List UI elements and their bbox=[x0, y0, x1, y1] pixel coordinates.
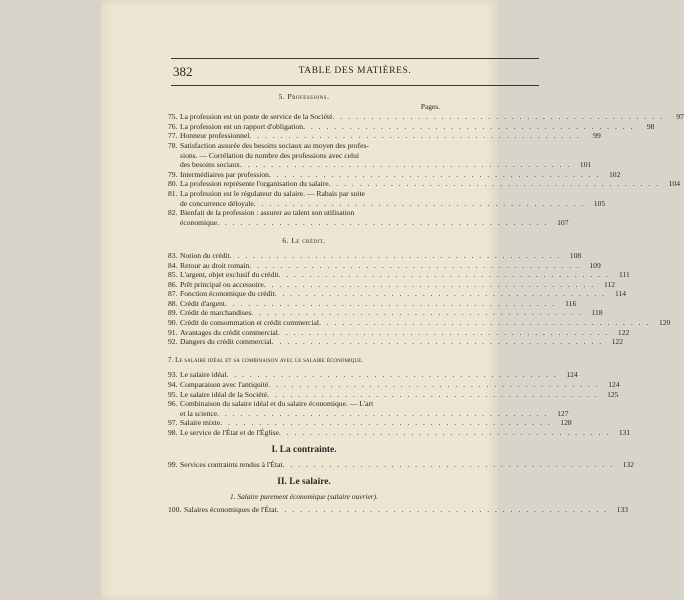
entry-title-line: Dangers du crédit commercial bbox=[180, 337, 272, 347]
entry-number: 82. bbox=[168, 208, 178, 218]
entry-title-line: La profession est un rapport d'obligation bbox=[180, 121, 304, 131]
entry-page: 101 bbox=[579, 160, 592, 170]
entry-title-line: des besoins sociaux bbox=[180, 160, 240, 170]
toc-entry bbox=[168, 169, 621, 180]
section-title: 7. Le salaire idéal et sa combinaison avec le salaire économique. bbox=[168, 356, 364, 364]
entry-page: 98 bbox=[646, 121, 655, 131]
toc-entry bbox=[168, 208, 569, 227]
entry-number: 89. bbox=[168, 308, 178, 318]
entry-number: 85. bbox=[168, 270, 178, 280]
section-entries bbox=[168, 370, 631, 437]
entry-title-line: Honneur professionnel bbox=[180, 131, 250, 141]
entry-title-line: Crédit de consommation et crédit commercial bbox=[180, 318, 319, 328]
entry-number: 76. bbox=[168, 121, 178, 131]
entry-title-line: Avantages du crédit commercial bbox=[180, 327, 278, 337]
toc-entry bbox=[168, 418, 572, 428]
entry-number: 88. bbox=[168, 298, 178, 308]
entry-number: 97. bbox=[168, 418, 178, 428]
section-entries bbox=[168, 112, 684, 227]
entry-number: 81. bbox=[168, 188, 178, 198]
entry-title-line: Combinaison du salaire idéal et du salaire économique. — L'art bbox=[180, 399, 374, 409]
entry-title-line: économique bbox=[180, 217, 218, 227]
toc-entry bbox=[168, 131, 601, 141]
entry-number: 80. bbox=[168, 179, 178, 189]
entry-title-line: de concurrence déloyale bbox=[180, 198, 254, 208]
entry-page: 97 bbox=[676, 112, 684, 122]
leader-dots: . . . . . . . . . . . . . . . . . . . . . . . . . . . . . . . . . . . . . . . . . . . bbox=[268, 169, 601, 179]
entry-title-line: Satisfaction assurée des besoins sociaux au moyen des profes- bbox=[180, 140, 369, 150]
entry-page: 124 bbox=[608, 380, 620, 390]
entry-page: 108 bbox=[569, 250, 582, 260]
entry-number: 93. bbox=[168, 370, 178, 380]
leader-dots: . . . . . . . . . . . . . . . . . . . . . . . . . . . . . . . . . . . . . . . . . . . bbox=[278, 428, 611, 437]
toc-entry bbox=[168, 279, 616, 290]
entry-title-line: Crédit d'argent bbox=[180, 298, 225, 308]
leader-dots: . . . . . . . . . . . . . . . . . . . . . . . . . . . . . . . . . . . . . . . . . . . bbox=[226, 370, 558, 380]
entry-number: 79. bbox=[168, 169, 178, 179]
toc-entry bbox=[168, 428, 631, 438]
leader-dots: . . . . . . . . . . . . . . . . . . . . . . . . . . . . . . . . . . . . . . . . . . . bbox=[239, 160, 572, 170]
leader-dots: . . . . . . . . . . . . . . . . . . . . . . . . . . . . . . . . . . . . . . . . . . . bbox=[217, 217, 549, 227]
entry-title-line: et la science bbox=[180, 408, 218, 418]
entry-title-line: Notion du crédit bbox=[180, 250, 230, 260]
entry-page: 127 bbox=[557, 408, 569, 418]
entry-number: 91. bbox=[168, 327, 178, 337]
leader-dots: . . . . . . . . . . . . . . . . . . . . . . . . . . . . . . . . . . . . . . . . . . . bbox=[303, 121, 635, 131]
toc-entry bbox=[168, 188, 606, 208]
entry-title-line: Salaires économiques de l'État bbox=[184, 504, 277, 514]
leader-dots: . . . . . . . . . . . . . . . . . . . . . . . . . . . . . . . . . . . . . . . . . . . bbox=[249, 131, 581, 141]
entry-page: 107 bbox=[557, 217, 569, 227]
entry-page: 118 bbox=[591, 308, 603, 318]
leader-dots: . . . . . . . . . . . . . . . . . . . . . . . . . . . . . . . . . . . . . . . . . . . bbox=[263, 279, 596, 289]
entry-number: 77. bbox=[168, 131, 178, 141]
entry-number: 75. bbox=[168, 112, 178, 122]
entry-number: 92. bbox=[168, 337, 178, 347]
entry-number: 83. bbox=[168, 250, 178, 260]
leader-dots: . . . . . . . . . . . . . . . . . . . . . . . . . . . . . . . . . . . . . . . . . . . bbox=[251, 308, 583, 318]
leader-dots: . . . . . . . . . . . . . . . . . . . . . . . . . . . . . . . . . . . . . . . . . . . bbox=[249, 260, 581, 270]
entry-title-line: sions. — Corrélation du nombre des professions avec celui bbox=[180, 150, 360, 160]
toc-entry bbox=[168, 250, 582, 261]
entry-page: 112 bbox=[603, 279, 616, 289]
section-entries bbox=[168, 250, 671, 347]
subsection-title: 1. Salaire purement économique (salaire ouvrier). bbox=[230, 492, 378, 502]
section-entries bbox=[168, 460, 634, 470]
entry-page: 102 bbox=[608, 169, 621, 179]
entry-number: 94. bbox=[168, 380, 178, 390]
leader-dots: . . . . . . . . . . . . . . . . . . . . . . . . . . . . . . . . . . . . . . . . . . . bbox=[278, 270, 610, 280]
entry-page: 105 bbox=[593, 198, 606, 208]
toc-entry bbox=[168, 399, 569, 418]
entry-page: 132 bbox=[622, 460, 634, 470]
entry-page: 104 bbox=[668, 179, 680, 189]
entry-page: 122 bbox=[617, 327, 630, 337]
entry-page: 120 bbox=[658, 318, 671, 328]
toc-entry bbox=[168, 318, 671, 328]
leader-dots: . . . . . . . . . . . . . . . . . . . . . . . . . . . . . . . . . . . . . . . . . . . bbox=[318, 318, 651, 328]
entry-title-line: Intermédiaires par profession bbox=[180, 169, 269, 179]
entry-page: 114 bbox=[614, 289, 627, 299]
toc-entry bbox=[168, 140, 592, 170]
entry-page: 122 bbox=[611, 337, 624, 347]
leader-dots: . . . . . . . . . . . . . . . . . . . . . . . . . . . . . . . . . . . . . . . . . . . bbox=[268, 380, 600, 390]
entry-page: 111 bbox=[618, 270, 630, 280]
entry-page: 131 bbox=[618, 428, 631, 437]
running-title: TABLE DES MATIÈRES. bbox=[298, 66, 412, 76]
entry-title-line: Comparaison avec l'antiquité bbox=[180, 380, 269, 390]
entry-title-line: Services contraints rendus à l'État bbox=[180, 460, 283, 470]
pages-column-label: Pages. bbox=[420, 101, 440, 111]
entry-title-line: Le salaire idéal de la Société bbox=[180, 389, 268, 399]
toc-entry bbox=[168, 121, 655, 132]
toc-entry bbox=[168, 308, 603, 318]
leader-dots: . . . . . . . . . . . . . . . . . . . . . . . . . . . . . . . . . . . . . . . . . . . bbox=[229, 250, 562, 260]
leader-dots: . . . . . . . . . . . . . . . . . . . . . . . . . . . . . . . . . . . . . . . . . . . bbox=[224, 298, 557, 308]
page-number: 382 bbox=[173, 64, 193, 79]
entry-number: 100. bbox=[168, 504, 182, 514]
section-title: 5. Professions. bbox=[278, 92, 330, 101]
part-title: II. Le salaire. bbox=[277, 476, 331, 487]
leader-dots: . . . . . . . . . . . . . . . . . . . . . . . . . . . . . . . . . . . . . . . . . . . bbox=[253, 198, 586, 208]
toc-entry bbox=[168, 337, 624, 347]
entry-title-line: Fonction économique du crédit bbox=[180, 289, 275, 299]
leader-dots: . . . . . . . . . . . . . . . . . . . . . . . . . . . . . . . . . . . . . . . . . . . bbox=[217, 408, 549, 418]
entry-title-line: Prêt principal ou accessoire bbox=[180, 279, 264, 289]
toc-entry bbox=[168, 260, 601, 271]
part-title: I. La contrainte. bbox=[271, 444, 337, 455]
toc-entry bbox=[168, 327, 630, 338]
entry-page: 116 bbox=[565, 298, 577, 308]
entry-title-line: La profession représente l'organisation du salaire bbox=[180, 179, 329, 189]
entry-number: 99. bbox=[168, 460, 178, 470]
entry-number: 78. bbox=[168, 140, 178, 150]
leader-dots: . . . . . . . . . . . . . . . . . . . . . . . . . . . . . . . . . . . . . . . . . . . bbox=[271, 337, 604, 347]
toc-entry bbox=[168, 289, 627, 299]
entry-page: 125 bbox=[607, 389, 619, 399]
toc-entry bbox=[168, 270, 630, 280]
table-of-contents bbox=[168, 92, 684, 515]
entry-number: 86. bbox=[168, 279, 178, 289]
entry-number: 96. bbox=[168, 399, 178, 409]
entry-title-line: Retour au droit romain bbox=[180, 260, 250, 270]
leader-dots: . . . . . . . . . . . . . . . . . . . . . . . . . . . . . . . . . . . . . . . . . . . bbox=[277, 327, 610, 337]
toc-entry bbox=[168, 298, 577, 309]
entry-title-line: Le service de l'État et de l'Église bbox=[180, 428, 279, 437]
entry-number: 84. bbox=[168, 260, 178, 270]
entry-title-line: L'argent, objet exclusif du crédit bbox=[180, 270, 279, 280]
toc-entry bbox=[168, 112, 684, 122]
entry-number: 87. bbox=[168, 289, 178, 299]
leader-dots: . . . . . . . . . . . . . . . . . . . . . . . . . . . . . . . . . . . . . . . . . . . bbox=[274, 289, 607, 299]
page-header bbox=[171, 58, 539, 86]
entry-title-line: La profession est le régulateur du salaire. — Rabais par suite bbox=[180, 188, 365, 198]
leader-dots: . . . . . . . . . . . . . . . . . . . . . . . . . . . . . . . . . . . . . . . . . . . bbox=[267, 389, 599, 399]
entry-title-line: Crédit de marchandises bbox=[180, 308, 252, 318]
toc-entry bbox=[168, 389, 619, 400]
leader-dots: . . . . . . . . . . . . . . . . . . . . . . . . . . . . . . . . . . . . . . . . . . . bbox=[220, 418, 552, 428]
toc-entry bbox=[168, 460, 634, 470]
entry-title-line: La profession est un poste de service de la Société bbox=[180, 112, 333, 122]
toc-entry bbox=[168, 504, 629, 515]
toc-entry bbox=[168, 179, 680, 189]
section-title: 6. Le crédit. bbox=[282, 236, 326, 246]
entry-number: 98. bbox=[168, 428, 178, 437]
entry-number: 95. bbox=[168, 389, 178, 399]
entry-page: 109 bbox=[589, 260, 601, 270]
entry-title-line: Salaire mixte bbox=[180, 418, 221, 428]
entry-page: 133 bbox=[616, 504, 629, 514]
entry-page: 128 bbox=[560, 418, 572, 428]
entry-page: 124 bbox=[566, 370, 578, 380]
leader-dots: . . . . . . . . . . . . . . . . . . . . . . . . . . . . . . . . . . . . . . . . . . . bbox=[282, 460, 614, 470]
leader-dots: . . . . . . . . . . . . . . . . . . . . . . . . . . . . . . . . . . . . . . . . . . . bbox=[332, 112, 664, 122]
leader-dots: . . . . . . . . . . . . . . . . . . . . . . . . . . . . . . . . . . . . . . . . . . . bbox=[276, 504, 609, 514]
entry-page: 99 bbox=[593, 131, 601, 141]
entry-title-line: Bienfait de la profession : assurer au talent son utilisation bbox=[180, 208, 355, 218]
entry-title-line: Le salaire idéal bbox=[180, 370, 227, 380]
toc-entry bbox=[168, 370, 578, 380]
leader-dots: . . . . . . . . . . . . . . . . . . . . . . . . . . . . . . . . . . . . . . . . . . . bbox=[328, 179, 660, 189]
entry-number: 90. bbox=[168, 318, 178, 328]
toc-entry bbox=[168, 380, 620, 390]
section-entries bbox=[168, 504, 629, 515]
